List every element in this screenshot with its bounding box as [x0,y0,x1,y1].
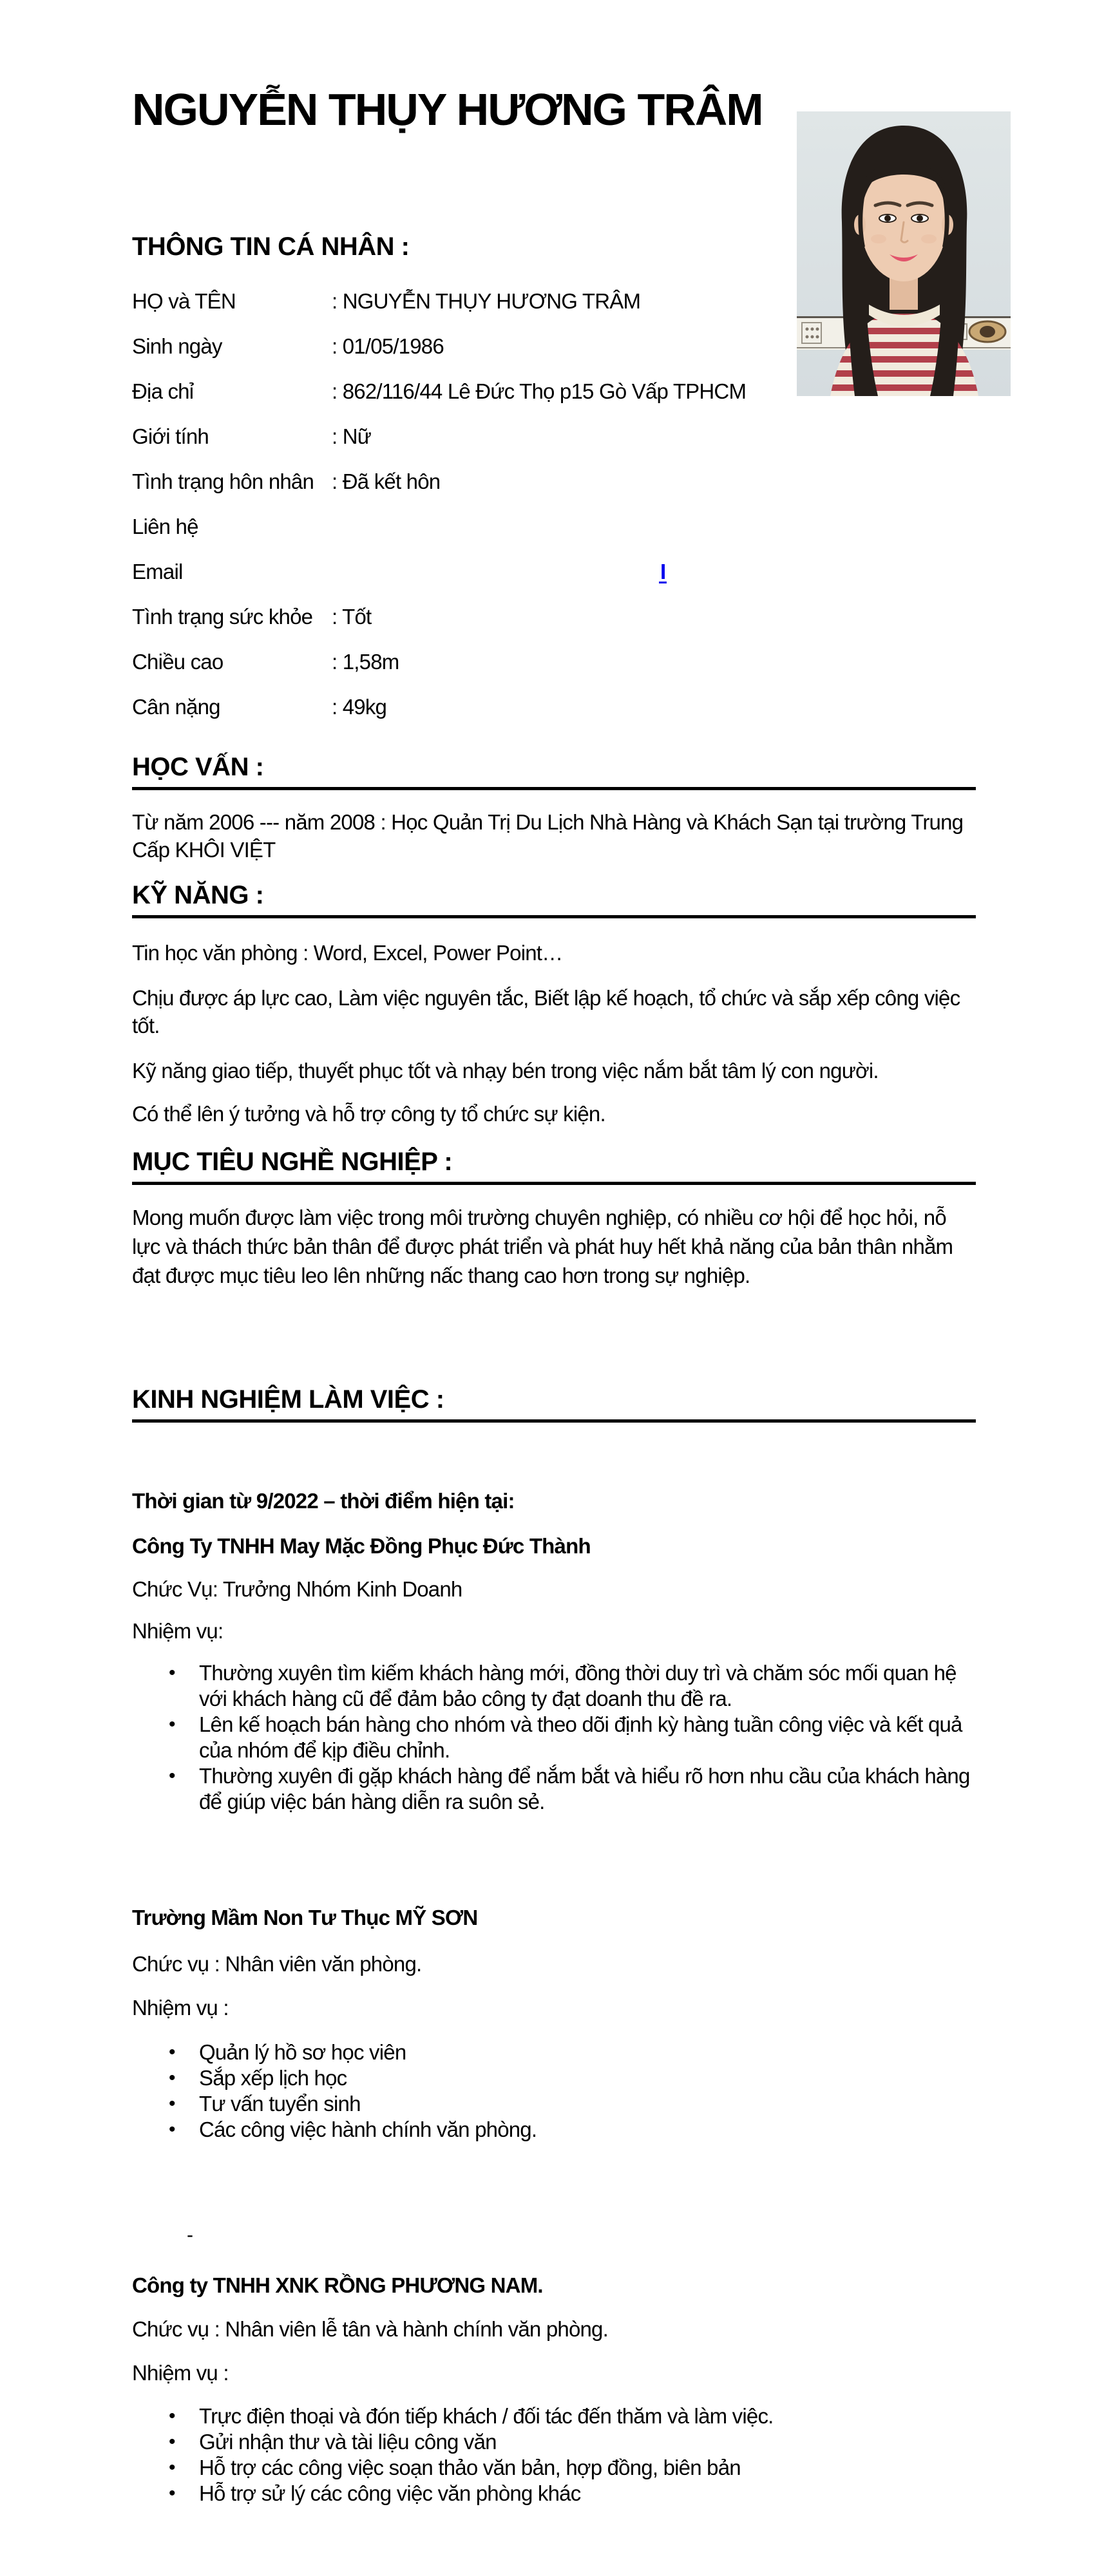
task-text: Các công việc hành chính văn phòng. [199,2117,537,2141]
profile-photo-illustration [797,111,1011,396]
field-value: : 1,58m [332,650,399,674]
bullet-marker: • [169,2457,175,2478]
field-value: : NGUYỄN THỤY HƯƠNG TRÂM [332,289,641,313]
field-value [332,514,976,540]
stray-dash-mark: - [187,2224,193,2246]
task-text: Thường xuyên tìm kiếm khách hàng mới, đồng thời duy trì và chăm sóc mối quan hệ với khách hàng cũ để đảm bảo công ty đạt doanh thu đề ra. [199,1661,957,1710]
field-value: : 862/116/44 Lê Đức Thọ p15 Gò Vấp TPHCM [332,379,747,403]
email-link-artifact[interactable]: I [660,560,666,583]
job-task-list [132,2403,976,2506]
task-bullet-item [169,2065,976,2091]
objective-text: Mong muốn được làm việc trong môi trường chuyên nghiệp, có nhiều cơ hội để học hỏi, nỗ lực và thách thức bản thân để được phát triển và phát huy hết khả năng của bản thân nhằm đạt được mục tiêu leo lên những nấc thang cao hơn trong sự nghiệp. [132,1206,953,1287]
bullet-marker: • [169,2405,175,2427]
job-company: Trường Mầm Non Tư Thục MỸ SƠN [132,1906,478,1929]
field-label: Cân nặng [132,695,220,719]
field-label: Liên hệ [132,515,198,538]
bullet-marker: • [169,2431,175,2452]
task-text: Trực điện thoại và đón tiếp khách / đối tác đến thăm và làm việc. [199,2404,774,2428]
job-entry-rong-phuong-nam [132,2226,976,2506]
job-company: Công ty TNHH XNK RỒNG PHƯƠNG NAM. [132,2273,543,2297]
task-bullet-item [169,2040,976,2065]
field-row-weight [132,694,976,720]
field-row-email [132,559,976,585]
bullet-marker: • [169,2483,175,2504]
profile-photo [797,111,1011,396]
bullet-marker: • [169,1714,175,1735]
task-bullet-item [169,2117,976,2143]
experience-heading: KINH NGHIỆM LÀM VIỆC : [132,1385,976,1423]
field-value: : Tốt [332,605,372,629]
field-label: Tình trạng sức khỏe [132,605,313,629]
job-task-list [132,2040,976,2143]
task-bullet-item [169,2091,976,2117]
bullet-marker: • [169,2093,175,2114]
task-text: Hỗ trợ các công việc soạn thảo văn bản, hợp đồng, biên bản [199,2456,741,2479]
job-tasks-label: Nhiệm vụ : [132,1996,229,2020]
skill-item: Chịu được áp lực cao, Làm việc nguyên tắc, Biết lập kế hoạch, tổ chức và sắp xếp công việc tốt. [132,986,960,1037]
skill-item: Kỹ năng giao tiếp, thuyết phục tốt và nhạy bén trong việc nắm bắt tâm lý con người. [132,1059,879,1083]
section-education [132,752,976,864]
field-value: : 01/05/1986 [332,334,444,358]
task-bullet-item [169,2455,976,2481]
task-bullet-item [169,1660,976,1712]
job-entry-duc-thanh [132,1488,976,1815]
field-row-marital-status [132,469,976,495]
field-row-height [132,649,976,675]
task-text: Quản lý hồ sơ học viên [199,2040,406,2064]
section-career-objective [132,1147,976,1290]
field-label: Email [132,560,183,583]
task-text: Thường xuyên đi gặp khách hàng để nắm bắt và hiểu rõ hơn nhu cầu của khách hàng để giúp việc bán hàng diễn ra suôn sẻ. [199,1764,970,1814]
field-value: : Đã kết hôn [332,469,441,493]
skills-heading: KỸ NĂNG : [132,880,976,918]
field-label: Sinh ngày [132,334,222,358]
field-value: : Nữ [332,424,372,448]
job-tasks-label: Nhiệm vụ: [132,1619,224,1643]
job-role: Chức vụ : Nhân viên lễ tân và hành chính văn phòng. [132,2317,608,2341]
field-value [332,559,976,585]
job-company: Công Ty TNHH May Mặc Đồng Phục Đức Thành [132,1534,591,1558]
section-work-experience [132,1385,976,2506]
task-text: Tư vấn tuyển sinh [199,2092,361,2116]
skill-item: Có thể lên ý tưởng và hỗ trợ công ty tổ chức sự kiện. [132,1102,605,1126]
page-title: NGUYỄN THỤY HƯƠNG TRÂM [132,84,763,135]
field-label: Địa chỉ [132,379,194,403]
task-bullet-item [169,2429,976,2455]
job-role: Chức Vụ: Trưởng Nhóm Kinh Doanh [132,1577,462,1601]
task-bullet-item [169,1763,976,1815]
person [830,126,978,396]
bullet-marker: • [169,1662,175,1683]
education-entry: Từ năm 2006 --- năm 2008 : Học Quản Trị Du Lịch Nhà Hàng và Khách Sạn tại trường Trung Cấp KHÔI VIỆT [132,810,964,862]
task-bullet-item [169,2481,976,2506]
task-text: Hỗ trợ sử lý các công việc văn phòng khác [199,2481,581,2505]
skill-item: Tin học văn phòng : Word, Excel, Power Point… [132,941,563,965]
task-bullet-item [169,1712,976,1763]
job-tasks-label: Nhiệm vụ : [132,2361,229,2385]
task-bullet-item [169,2403,976,2429]
field-label: Giới tính [132,424,209,448]
field-label: HỌ và TÊN [132,289,236,313]
task-text: Gửi nhận thư và tài liệu công văn [199,2430,497,2454]
job-role: Chức vụ : Nhân viên văn phòng. [132,1952,422,1976]
objective-heading: MỤC TIÊU NGHỀ NGHIỆP : [132,1147,976,1185]
bullet-marker: • [169,2041,175,2063]
task-text: Lên kế hoạch bán hàng cho nhóm và theo dõi định kỳ hàng tuần công việc và kết quả của nhóm để kịp điều chỉnh. [199,1712,962,1762]
job-task-list [132,1660,976,1815]
section-skills [132,880,976,1128]
bullet-marker: • [169,2119,175,2140]
bullet-marker: • [169,2067,175,2088]
personal-info-heading: THÔNG TIN CÁ NHÂN : [132,232,410,261]
bullet-marker: • [169,1765,175,1786]
field-row-health [132,604,976,630]
job-entry-my-son [132,1905,976,2143]
field-label: Tình trạng hôn nhân [132,469,314,493]
field-row-gender [132,424,976,450]
field-value: : 49kg [332,695,387,719]
field-label: Chiều cao [132,650,224,674]
education-heading: HỌC VẤN : [132,752,976,790]
field-row-contact [132,514,976,540]
job-period: Thời gian từ 9/2022 – thời điểm hiện tại: [132,1489,515,1513]
task-text: Sắp xếp lịch học [199,2066,347,2090]
